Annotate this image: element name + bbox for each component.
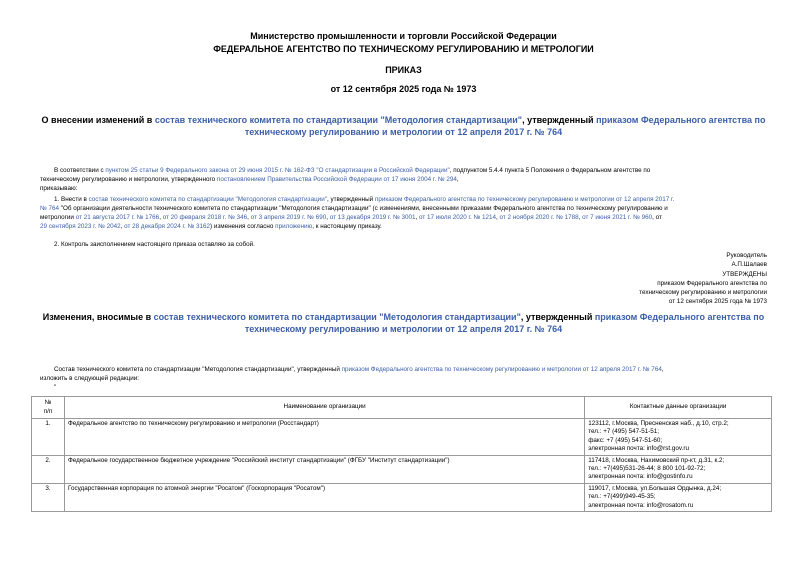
item-text: ) изменения согласно: [210, 223, 276, 230]
approval-line: УТВЕРЖДЕНЫ: [722, 271, 767, 278]
row-number: 1.: [32, 419, 65, 456]
approval-block: [639, 270, 767, 306]
item-text: (с изменениями, внесенными приказами Федерального агентства по техническому регулированию и: [370, 205, 668, 212]
org-contacts: 117418, г.Москва, Нахимовский пр-кт, д.31, к.2; тел.: +7(495)531-26-44; 8 800 101-92-72; электронная почта: info@gostinfo.ru: [585, 455, 772, 483]
table-row: [32, 419, 772, 456]
preamble-text: техническому регулированию и метрологии, утвержденного: [40, 176, 217, 183]
order-date-number: от 12 сентября 2025 года № 1973: [330, 84, 477, 94]
order-764-link[interactable]: техническому регулированию и метрологии от 12 апреля 2017 г. № 764: [244, 127, 563, 137]
opening-quote: ": [54, 384, 57, 391]
approval-line: от 12 сентября 2025 года № 1973: [668, 298, 767, 305]
changes-title-text: Изменения, вносимые в: [42, 312, 154, 322]
composition-table: [31, 396, 772, 512]
federal-law-link[interactable]: пунктом 25 статьи 9 Федерального закона от 29 июня 2015 г. № 162-ФЗ "О стандартизации в Российской Федерации": [105, 167, 450, 174]
appendix-link[interactable]: приложению: [275, 223, 313, 230]
amendment-link[interactable]: от 17 июля 2020 г. № 1214: [419, 214, 497, 221]
order-764-link[interactable]: приказом Федерального агентства по техническому регулированию и метрологии от 12 апреля 2017 г. № 764: [341, 366, 662, 373]
order-word: приказываю:: [40, 185, 78, 192]
intro-text: Состав технического комитета по стандартизации "Методология стандартизации", утвержденный: [54, 366, 342, 373]
row-number: 3.: [32, 483, 65, 511]
amendment-link[interactable]: от 3 апреля 2019 г. № 690: [250, 214, 327, 221]
committee-composition-link[interactable]: состав технического комитета по стандартизации "Методология стандартизации": [88, 196, 327, 203]
table-row: [32, 455, 772, 483]
amendment-link[interactable]: от 20 февраля 2018 г. № 346: [162, 214, 248, 221]
item-text: 1. Внести в: [54, 196, 89, 203]
approval-line: техническому регулированию и метрологии: [639, 289, 767, 296]
order-title-text: О внесении изменений в: [41, 115, 155, 125]
item-text: метрологии: [40, 214, 76, 221]
amendment-link[interactable]: от 13 декабря 2019 г. № 3001: [329, 214, 416, 221]
order-764-link[interactable]: приказом Федерального агентства по: [594, 312, 765, 322]
amendment-link[interactable]: от 28 декабря 2024 г. № 3162: [124, 223, 210, 230]
order-764-link[interactable]: техническому регулированию и метрологии от 12 апреля 2017 г. № 764: [244, 324, 563, 334]
order-764-link[interactable]: № 764: [40, 205, 60, 212]
amendment-link[interactable]: 29 сентября 2023 г. № 2042: [40, 223, 121, 230]
changes-title: [40, 311, 767, 335]
org-name: Федеральное агентство по техническому регулированию и метрологии (Росстандарт): [64, 419, 584, 456]
preamble-text: В соответствии с: [54, 167, 106, 174]
government-resolution-link[interactable]: постановлением Правительства Российской Федерации от 17 июня 2004 г. № 294: [216, 176, 457, 183]
amendment-link[interactable]: от 2 ноября 2020 г. № 1788: [499, 214, 579, 221]
org-name: Государственная корпорация по атомной энергии "Росатом" (Госкорпорация "Росатом"): [64, 483, 584, 511]
signature-block: [726, 251, 767, 269]
signature-name: А.П.Шалаев: [731, 261, 767, 268]
header-contacts: Контактные данные организации: [585, 397, 772, 419]
approval-line: приказом Федерального агентства по: [657, 280, 767, 287]
org-name: Федеральное государственное бюджетное учреждение "Российский институт стандартизации" (ФГБУ "Институт стандартизации"): [64, 455, 584, 483]
preamble-text: ,: [456, 176, 459, 183]
amendment-link[interactable]: от 21 августа 2017 г. № 1766: [75, 214, 160, 221]
item-1: 1. Внести в состав технического комитета по стандартизации "Методология стандартизации", утвержденный приказом Федерального агентства по техническому регулированию и метрологии от 12 апреля 2017 г. № 764 "Об организации деятельности технического комитета по стандартизации "Методология стандартизации" (с изменениями, внесенными приказами Федерального агентства по техническому регулированию и метрологии от 21 августа 2017 г. № 1766, от 20 февраля 2018 г. № 346, от 3 апреля 2019 г. № 690, от 13 декабря 2019 г. № 3001, от 17 июля 2020 г. № 1214, от 2 ноября 2020 г. № 1788, от 7 июня 2021 г. № 960, от 29 сентября 2023 г. № 2042, от 28 декабря 2024 г. № 3162) изменения согласно приложению, к настоящему приказу.: [40, 196, 675, 230]
committee-composition-link[interactable]: состав технического комитета по стандартизации "Методология стандартизации": [153, 312, 521, 322]
item-text: "Об организации деятельности технического комитета по стандартизации "Методология стандартизации": [59, 205, 371, 212]
agency-name: ФЕДЕРАЛЬНОЕ АГЕНТСТВО ПО ТЕХНИЧЕСКОМУ РЕГУЛИРОВАНИЮ И МЕТРОЛОГИИ: [213, 44, 594, 54]
header-number: № п/п: [32, 397, 65, 419]
order-title: [40, 114, 767, 138]
changes-title-text: , утвержденный: [520, 312, 595, 322]
header-org-name: Наименование организации: [64, 397, 584, 419]
table-header-row: [32, 397, 772, 419]
item-2: 2. Контроль заисполнением настоящего приказа оставляю за собой.: [54, 241, 255, 248]
committee-composition-link[interactable]: состав технического комитета по стандартизации "Методология стандартизации": [154, 115, 523, 125]
ministry-name: Министерство промышленности и торговли Российской Федерации: [250, 31, 557, 41]
changes-intro: Состав технического комитета по стандартизации "Методология стандартизации", утвержденный приказом Федерального агентства по техническому регулированию и метрологии от 12 апреля 2017 г. № 764, изложить в следующей редакции: ": [40, 365, 770, 392]
order-title-text: , утвержденный: [522, 115, 597, 125]
item-text: , утвержденный: [326, 196, 375, 203]
org-contacts: 119017, г.Москва, ул.Большая Ордынка, д.24; тел.: +7(499)949-45-35; электронная почта: info@rosatom.ru: [585, 483, 772, 511]
order-764-link[interactable]: приказом Федерального агентства по техническому регулированию и метрологии от 12 апреля 2017 г.: [374, 196, 675, 203]
table-row: [32, 483, 772, 511]
item-text: , к настоящему приказу.: [312, 223, 382, 230]
org-contacts: 123112, г.Москва, Пресненская наб., д.10, стр.2; тел.: +7 (495) 547-51-51; факс: +7 (495) 547-51-60; электронная почта: info@rst.gov.ru: [585, 419, 772, 456]
row-number: 2.: [32, 455, 65, 483]
order-764-link[interactable]: приказом Федерального агентства по: [596, 115, 766, 125]
preamble: [40, 166, 770, 193]
intro-text: изложить в следующей редакции:: [40, 375, 140, 382]
document-type: ПРИКАЗ: [385, 65, 422, 75]
signature-role: Руководитель: [726, 252, 767, 259]
amendment-link[interactable]: от 7 июня 2021 г. № 960: [582, 214, 653, 221]
preamble-text: , подпунктом 5.4.4 пункта 5 Положения о Федеральном агентстве по: [449, 167, 651, 174]
